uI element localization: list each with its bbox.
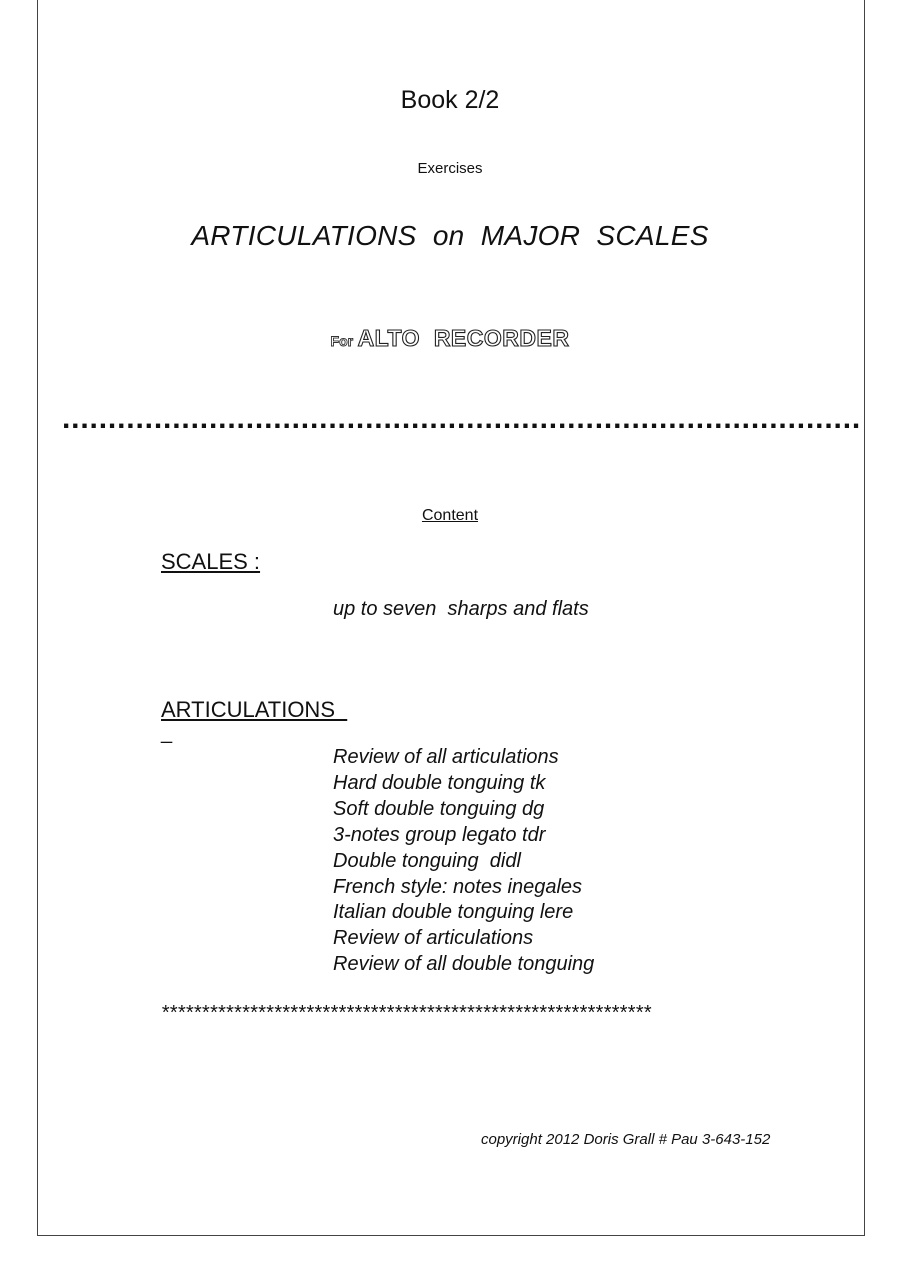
list-item: Double tonguing didl (333, 849, 521, 872)
articulations-list (333, 745, 594, 978)
star-separator: ************************************************************* (161, 1002, 652, 1024)
subtitle: Exercises (417, 160, 483, 177)
instrument-line (0, 325, 900, 352)
for-prefix: For (330, 333, 354, 349)
book-number: Book 2/2 (400, 86, 500, 114)
instrument-name: ALTO RECORDER (357, 325, 570, 351)
list-item: Soft double tonguing dg (333, 797, 545, 820)
articulations-dash: _ (161, 722, 173, 744)
list-item: Review of all articulations (333, 746, 559, 768)
scales-heading: SCALES : (161, 549, 261, 574)
list-item: Hard double tonguing tk (333, 771, 546, 794)
content-heading: Content (421, 507, 479, 524)
scales-description: up to seven sharps and flats (333, 598, 589, 620)
list-item: Review of articulations (333, 927, 534, 950)
page-title: ARTICULATIONS on MAJOR SCALES (191, 220, 709, 251)
list-item: Italian double tonguing lere (333, 901, 574, 924)
list-item: French style: notes inegales (333, 875, 583, 898)
list-item: Review of all double tonguing (333, 953, 595, 976)
articulations-heading: ARTICULATIONS (161, 697, 348, 722)
copyright-notice: copyright 2012 Doris Grall # Pau 3-643-152 (481, 1131, 771, 1148)
dotted-separator: ....................................................................................... (62, 402, 862, 435)
list-item: 3-notes group legato tdr (333, 823, 546, 846)
